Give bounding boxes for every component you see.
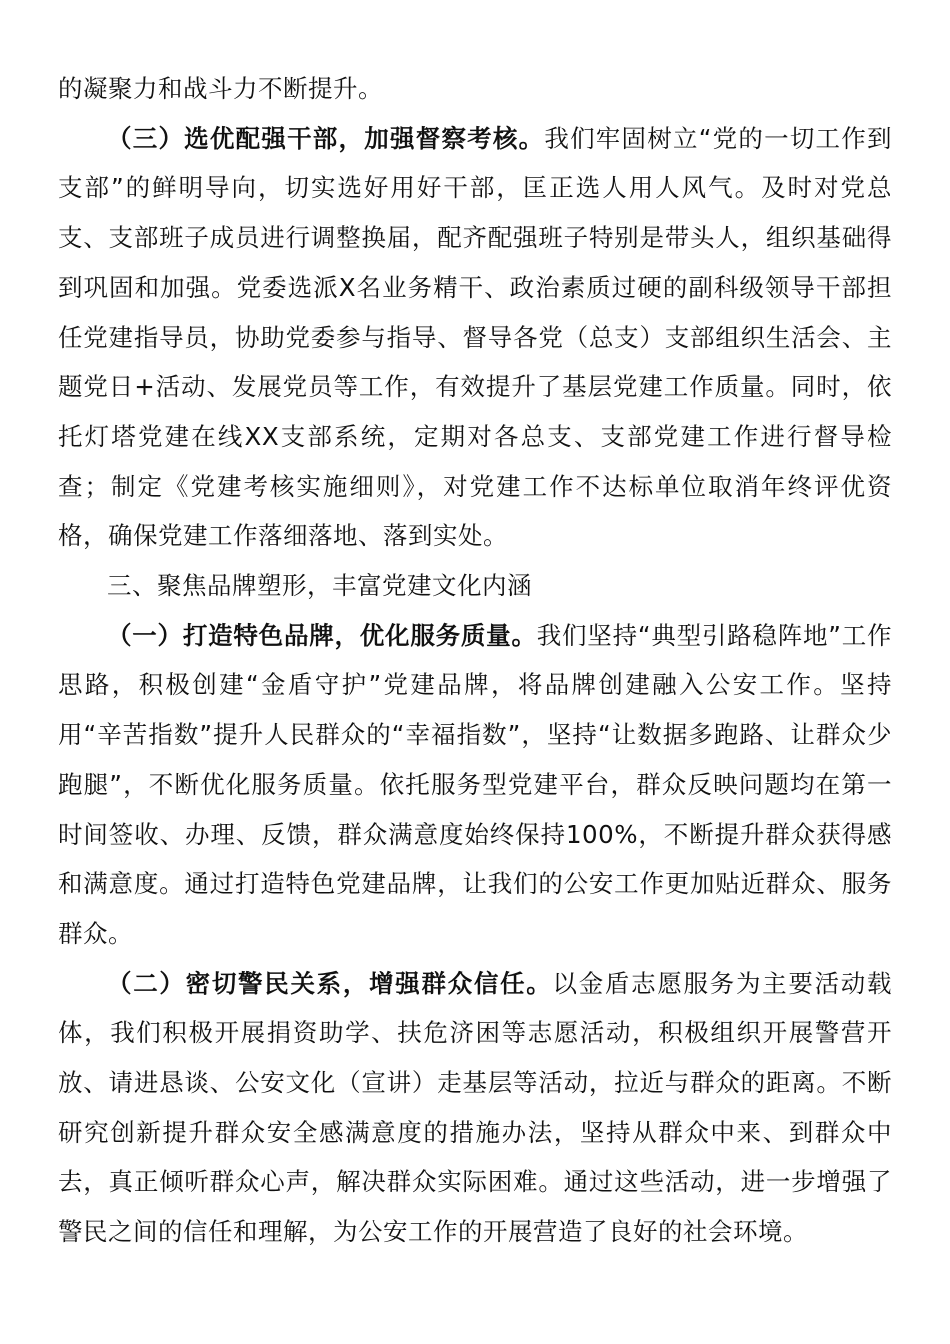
paragraph-lead: （一）打造特色品牌，优化服务质量。 bbox=[107, 620, 537, 650]
paragraph-text: 我们坚持“典型引路稳阵地”工作思路，积极创建“金盾守护”党建品牌，将品牌创建融入公安工作。坚持用“辛苦指数”提升人民群众的“幸福指数”，坚持“让数据多跑路、让群众少跑腿”，不断优化服务质量。依托服务型党建平台，群众反映问题均在第一时间签收、办理、反馈，群众满意度始终保持100%，不断提升群众获得感和满意度。通过打造特色党建品牌，让我们的公安工作更加贴近群众、服务群众。 bbox=[58, 620, 893, 948]
paragraph-lead: （二）密切警民关系，增强群众信任。 bbox=[107, 968, 553, 998]
paragraph-section-3 bbox=[58, 114, 892, 561]
paragraph-text: 的凝聚力和战斗力不断提升。 bbox=[58, 74, 383, 103]
paragraph-text: 我们牢固树立“党的一切工作到支部”的鲜明导向，切实选好用好干部，匡正选人用人风气。及时对党总支、支部班子成员进行调整换届，配齐配强班子特别是带头人，组织基础得到巩固和加强。党委选派X名业务精干、政治素质过硬的副科级领导干部担任党建指导员，协助党委参与指导、督导各党（总支）支部组织生活会、主题党日+活动、发展党员等工作，有效提升了基层党建工作质量。同时，依托灯塔党建在线XX支部系统，定期对各总支、支部党建工作进行督导检查；制定《党建考核实施细则》，对党建工作不达标单位取消年终评优资格，确保党建工作落细落地、落到实处。 bbox=[58, 123, 892, 551]
document-body bbox=[58, 64, 892, 1257]
paragraph-lead: （三）选优配强干部，加强督察考核。 bbox=[107, 123, 545, 153]
paragraph-section-1 bbox=[58, 611, 892, 959]
paragraph-continuation bbox=[58, 64, 892, 114]
paragraph-text: 以金盾志愿服务为主要活动载体，我们积极开展捐资助学、扶危济困等志愿活动，积极组织开展警营开放、请进恳谈、公安文化（宣讲）走基层等活动，拉近与群众的距离。不断研究创新提升群众安全感满意度的措施办法，坚持从群众中来、到群众中去，真正倾听群众心声，解决群众实际困难。通过这些活动，进一步增强了警民之间的信任和理解，为公安工作的开展营造了良好的社会环境。 bbox=[58, 968, 892, 1247]
section-heading: 三、聚焦品牌塑形，丰富党建文化内涵 bbox=[107, 571, 532, 601]
paragraph-section-2 bbox=[58, 959, 892, 1257]
